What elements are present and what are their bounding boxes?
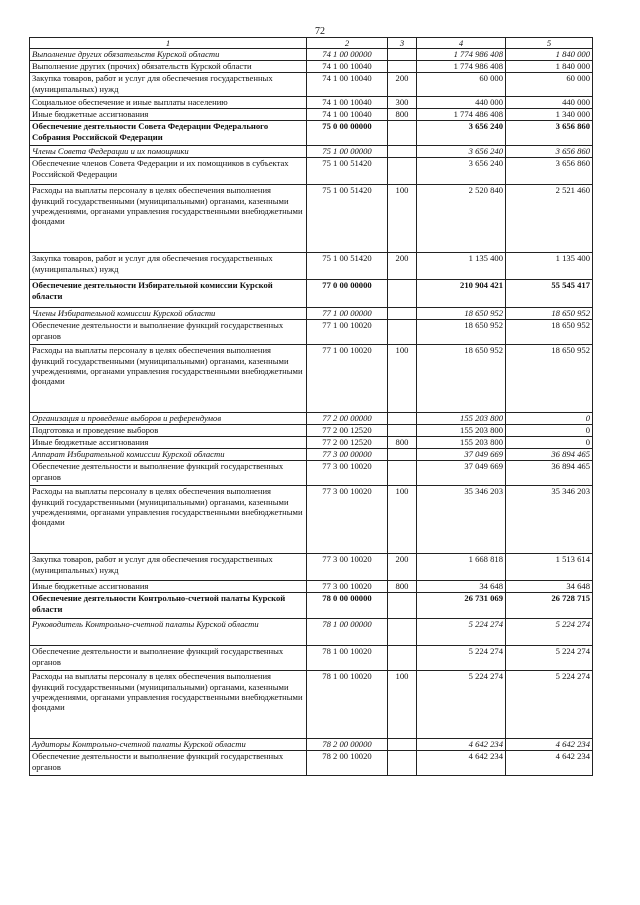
row-kind-cell: 800 bbox=[388, 437, 417, 449]
row-code-cell: 78 2 00 10020 bbox=[307, 751, 388, 776]
row-amount-year2-cell: 3 656 860 bbox=[506, 121, 593, 146]
row-name-cell: Социальное обеспечение и иные выплаты населению bbox=[30, 97, 307, 109]
row-name-cell: Закупка товаров, работ и услуг для обеспечения государственных (муниципальных) нужд bbox=[30, 73, 307, 97]
header-col-2: 2 bbox=[307, 38, 388, 49]
row-kind-cell bbox=[388, 461, 417, 486]
row-amount-year1-cell: 1 774 486 408 bbox=[417, 109, 506, 121]
row-kind-cell: 100 bbox=[388, 185, 417, 253]
row-name-cell: Иные бюджетные ассигнования bbox=[30, 581, 307, 593]
row-name-cell: Аппарат Избирательной комиссии Курской области bbox=[30, 449, 307, 461]
row-name-cell: Расходы на выплаты персоналу в целях обеспечения выполнения функций государственными (муниципальными) органами, казенными учреждениями, органами управления государственными внебюджетными фондами bbox=[30, 486, 307, 554]
table-row bbox=[30, 449, 593, 461]
row-amount-year1-cell: 3 656 240 bbox=[417, 146, 506, 158]
row-name-cell: Выполнение других (прочих) обязательств Курской области bbox=[30, 61, 307, 73]
table-row bbox=[30, 581, 593, 593]
table-row bbox=[30, 49, 593, 61]
row-code-cell: 77 3 00 10020 bbox=[307, 554, 388, 581]
table-row bbox=[30, 646, 593, 671]
table-row bbox=[30, 121, 593, 146]
row-kind-cell: 200 bbox=[388, 554, 417, 581]
row-amount-year2-cell: 3 656 860 bbox=[506, 146, 593, 158]
table-row bbox=[30, 554, 593, 581]
row-name-cell: Расходы на выплаты персоналу в целях обеспечения выполнения функций государственными (муниципальными) органами, казенными учреждениями, органами управления государственными внебюджетными фондами bbox=[30, 345, 307, 413]
row-amount-year2-cell: 18 650 952 bbox=[506, 320, 593, 345]
table-row bbox=[30, 146, 593, 158]
row-name-cell: Расходы на выплаты персоналу в целях обеспечения выполнения функций государственными (муниципальными) органами, казенными учреждениями, органами управления государственными внебюджетными фондами bbox=[30, 671, 307, 739]
page-number: 72 bbox=[315, 26, 325, 37]
header-col-1: 1 bbox=[30, 38, 307, 49]
row-name-cell: Иные бюджетные ассигнования bbox=[30, 437, 307, 449]
row-code-cell: 77 2 00 00000 bbox=[307, 413, 388, 425]
row-amount-year1-cell: 1 668 818 bbox=[417, 554, 506, 581]
row-amount-year1-cell: 37 049 669 bbox=[417, 461, 506, 486]
row-kind-cell bbox=[388, 61, 417, 73]
row-name-cell: Обеспечение деятельности и выполнение функций государственных органов bbox=[30, 320, 307, 345]
row-amount-year1-cell: 18 650 952 bbox=[417, 345, 506, 413]
row-name-cell: Закупка товаров, работ и услуг для обеспечения государственных (муниципальных) нужд bbox=[30, 253, 307, 280]
row-amount-year2-cell: 1 840 000 bbox=[506, 49, 593, 61]
row-code-cell: 77 1 00 10020 bbox=[307, 320, 388, 345]
row-code-cell: 77 1 00 00000 bbox=[307, 308, 388, 320]
row-code-cell: 77 0 00 00000 bbox=[307, 280, 388, 308]
row-code-cell: 78 0 00 00000 bbox=[307, 593, 388, 619]
row-kind-cell bbox=[388, 320, 417, 345]
row-amount-year1-cell: 5 224 274 bbox=[417, 619, 506, 646]
table-row bbox=[30, 345, 593, 413]
row-kind-cell: 800 bbox=[388, 581, 417, 593]
row-amount-year2-cell: 4 642 234 bbox=[506, 751, 593, 776]
row-amount-year1-cell: 210 904 421 bbox=[417, 280, 506, 308]
row-code-cell: 78 1 00 10020 bbox=[307, 646, 388, 671]
row-amount-year1-cell: 18 650 952 bbox=[417, 320, 506, 345]
row-code-cell: 78 1 00 10020 bbox=[307, 671, 388, 739]
row-amount-year2-cell: 35 346 203 bbox=[506, 486, 593, 554]
row-name-cell: Руководитель Контрольно-счетной палаты Курской области bbox=[30, 619, 307, 646]
row-amount-year2-cell: 3 656 860 bbox=[506, 158, 593, 185]
header-col-3: 3 bbox=[388, 38, 417, 49]
row-code-cell: 77 2 00 12520 bbox=[307, 437, 388, 449]
row-kind-cell: 100 bbox=[388, 486, 417, 554]
row-kind-cell bbox=[388, 308, 417, 320]
row-code-cell: 77 3 00 10020 bbox=[307, 486, 388, 554]
table-row bbox=[30, 61, 593, 73]
budget-table-body bbox=[30, 38, 593, 776]
row-kind-cell bbox=[388, 121, 417, 146]
row-amount-year2-cell: 1 840 000 bbox=[506, 61, 593, 73]
row-amount-year1-cell: 35 346 203 bbox=[417, 486, 506, 554]
row-amount-year2-cell: 55 545 417 bbox=[506, 280, 593, 308]
row-name-cell: Обеспечение деятельности и выполнение функций государственных органов bbox=[30, 461, 307, 486]
row-code-cell: 77 3 00 10020 bbox=[307, 581, 388, 593]
row-amount-year2-cell: 440 000 bbox=[506, 97, 593, 109]
row-name-cell: Обеспечение деятельности и выполнение функций государственных органов bbox=[30, 646, 307, 671]
row-amount-year2-cell: 0 bbox=[506, 425, 593, 437]
table-row bbox=[30, 97, 593, 109]
row-code-cell: 75 0 00 00000 bbox=[307, 121, 388, 146]
row-name-cell: Закупка товаров, работ и услуг для обеспечения государственных (муниципальных) нужд bbox=[30, 554, 307, 581]
row-amount-year1-cell: 155 203 800 bbox=[417, 437, 506, 449]
row-amount-year1-cell: 18 650 952 bbox=[417, 308, 506, 320]
row-code-cell: 74 1 00 00000 bbox=[307, 49, 388, 61]
table-row bbox=[30, 308, 593, 320]
table-row bbox=[30, 158, 593, 185]
row-amount-year2-cell: 34 648 bbox=[506, 581, 593, 593]
row-amount-year2-cell: 0 bbox=[506, 437, 593, 449]
row-code-cell: 74 1 00 10040 bbox=[307, 73, 388, 97]
row-kind-cell: 800 bbox=[388, 109, 417, 121]
table-row bbox=[30, 185, 593, 253]
row-kind-cell: 200 bbox=[388, 253, 417, 280]
row-name-cell: Аудиторы Контрольно-счетной палаты Курской области bbox=[30, 739, 307, 751]
header-col-4: 4 bbox=[417, 38, 506, 49]
row-amount-year1-cell: 1 135 400 bbox=[417, 253, 506, 280]
row-amount-year2-cell: 26 728 715 bbox=[506, 593, 593, 619]
row-kind-cell: 100 bbox=[388, 345, 417, 413]
table-row bbox=[30, 486, 593, 554]
row-amount-year1-cell: 5 224 274 bbox=[417, 671, 506, 739]
table-row bbox=[30, 413, 593, 425]
row-code-cell: 77 1 00 10020 bbox=[307, 345, 388, 413]
row-code-cell: 78 2 00 00000 bbox=[307, 739, 388, 751]
table-header-row bbox=[30, 38, 593, 49]
row-name-cell: Обеспечение членов Совета Федерации и их помощников в субъектах Российской Федерации bbox=[30, 158, 307, 185]
row-code-cell: 78 1 00 00000 bbox=[307, 619, 388, 646]
header-col-5: 5 bbox=[506, 38, 593, 49]
row-code-cell: 74 1 00 10040 bbox=[307, 109, 388, 121]
row-kind-cell: 200 bbox=[388, 73, 417, 97]
table-row bbox=[30, 320, 593, 345]
row-kind-cell bbox=[388, 751, 417, 776]
row-code-cell: 77 2 00 12520 bbox=[307, 425, 388, 437]
row-name-cell: Организация и проведение выборов и референдумов bbox=[30, 413, 307, 425]
row-amount-year1-cell: 3 656 240 bbox=[417, 158, 506, 185]
row-amount-year2-cell: 36 894 465 bbox=[506, 461, 593, 486]
row-name-cell: Подготовка и проведение выборов bbox=[30, 425, 307, 437]
row-amount-year1-cell: 2 520 840 bbox=[417, 185, 506, 253]
row-amount-year1-cell: 155 203 800 bbox=[417, 413, 506, 425]
table-row bbox=[30, 461, 593, 486]
row-kind-cell bbox=[388, 593, 417, 619]
table-row bbox=[30, 751, 593, 776]
row-amount-year2-cell: 36 894 465 bbox=[506, 449, 593, 461]
table-row bbox=[30, 437, 593, 449]
row-amount-year2-cell: 1 135 400 bbox=[506, 253, 593, 280]
budget-table bbox=[29, 37, 593, 776]
row-amount-year1-cell: 1 774 986 408 bbox=[417, 61, 506, 73]
row-amount-year1-cell: 4 642 234 bbox=[417, 739, 506, 751]
table-row bbox=[30, 593, 593, 619]
row-name-cell: Обеспечение деятельности Контрольно-счетной палаты Курской области bbox=[30, 593, 307, 619]
row-name-cell: Обеспечение деятельности Совета Федерации Федерального Собрания Российской Федерации bbox=[30, 121, 307, 146]
row-amount-year1-cell: 34 648 bbox=[417, 581, 506, 593]
row-amount-year2-cell: 0 bbox=[506, 413, 593, 425]
row-code-cell: 75 1 00 00000 bbox=[307, 146, 388, 158]
row-name-cell: Члены Избирательной комиссии Курской области bbox=[30, 308, 307, 320]
row-code-cell: 75 1 00 51420 bbox=[307, 185, 388, 253]
row-amount-year2-cell: 18 650 952 bbox=[506, 308, 593, 320]
row-kind-cell bbox=[388, 413, 417, 425]
row-amount-year2-cell: 60 000 bbox=[506, 73, 593, 97]
row-kind-cell bbox=[388, 49, 417, 61]
row-amount-year2-cell: 5 224 274 bbox=[506, 671, 593, 739]
row-amount-year2-cell: 1 340 000 bbox=[506, 109, 593, 121]
row-amount-year2-cell: 1 513 614 bbox=[506, 554, 593, 581]
row-amount-year1-cell: 26 731 069 bbox=[417, 593, 506, 619]
row-amount-year2-cell: 4 642 234 bbox=[506, 739, 593, 751]
row-code-cell: 74 1 00 10040 bbox=[307, 61, 388, 73]
row-amount-year1-cell: 3 656 240 bbox=[417, 121, 506, 146]
row-name-cell: Члены Совета Федерации и их помощники bbox=[30, 146, 307, 158]
row-amount-year1-cell: 60 000 bbox=[417, 73, 506, 97]
table-row bbox=[30, 253, 593, 280]
row-kind-cell bbox=[388, 280, 417, 308]
row-amount-year1-cell: 155 203 800 bbox=[417, 425, 506, 437]
row-kind-cell: 300 bbox=[388, 97, 417, 109]
row-code-cell: 77 3 00 00000 bbox=[307, 449, 388, 461]
row-kind-cell bbox=[388, 158, 417, 185]
row-kind-cell bbox=[388, 619, 417, 646]
table-row bbox=[30, 109, 593, 121]
table-row bbox=[30, 619, 593, 646]
row-amount-year2-cell: 5 224 274 bbox=[506, 619, 593, 646]
row-kind-cell bbox=[388, 146, 417, 158]
row-kind-cell bbox=[388, 646, 417, 671]
row-kind-cell: 100 bbox=[388, 671, 417, 739]
row-amount-year1-cell: 5 224 274 bbox=[417, 646, 506, 671]
row-kind-cell bbox=[388, 449, 417, 461]
row-code-cell: 74 1 00 10040 bbox=[307, 97, 388, 109]
row-kind-cell bbox=[388, 739, 417, 751]
row-amount-year1-cell: 4 642 234 bbox=[417, 751, 506, 776]
table-row bbox=[30, 671, 593, 739]
row-amount-year2-cell: 2 521 460 bbox=[506, 185, 593, 253]
row-name-cell: Обеспечение деятельности Избирательной комиссии Курской области bbox=[30, 280, 307, 308]
row-amount-year1-cell: 1 774 986 408 bbox=[417, 49, 506, 61]
table-row bbox=[30, 280, 593, 308]
row-code-cell: 75 1 00 51420 bbox=[307, 253, 388, 280]
table-row bbox=[30, 425, 593, 437]
row-name-cell: Иные бюджетные ассигнования bbox=[30, 109, 307, 121]
row-amount-year2-cell: 5 224 274 bbox=[506, 646, 593, 671]
row-code-cell: 75 1 00 51420 bbox=[307, 158, 388, 185]
row-kind-cell bbox=[388, 425, 417, 437]
row-name-cell: Обеспечение деятельности и выполнение функций государственных органов bbox=[30, 751, 307, 776]
row-amount-year1-cell: 440 000 bbox=[417, 97, 506, 109]
table-row bbox=[30, 73, 593, 97]
row-amount-year1-cell: 37 049 669 bbox=[417, 449, 506, 461]
row-code-cell: 77 3 00 10020 bbox=[307, 461, 388, 486]
table-row bbox=[30, 739, 593, 751]
row-name-cell: Выполнение других обязательств Курской области bbox=[30, 49, 307, 61]
row-name-cell: Расходы на выплаты персоналу в целях обеспечения выполнения функций государственными (муниципальными) органами, казенными учреждениями, органами управления государственными внебюджетными фондами bbox=[30, 185, 307, 253]
row-amount-year2-cell: 18 650 952 bbox=[506, 345, 593, 413]
